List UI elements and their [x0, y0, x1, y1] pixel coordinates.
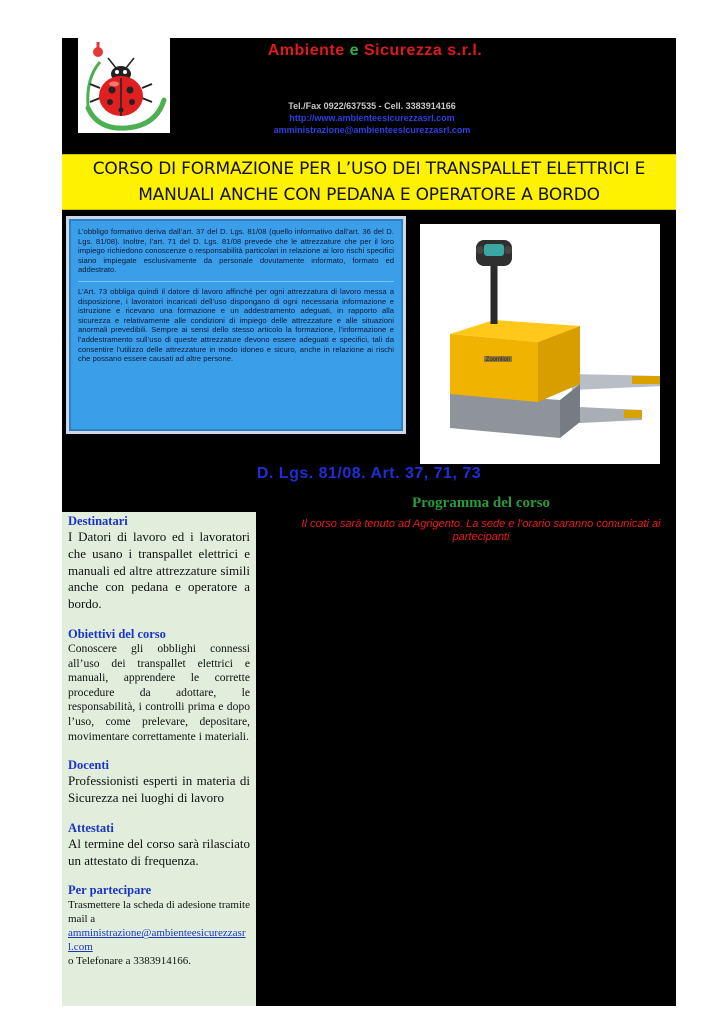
law-reference: D. Lgs. 81/08. Art. 37, 71, 73	[256, 465, 482, 482]
phone-numbers: Tel./Fax 0922/637535 - Cell. 3383914166	[288, 101, 456, 111]
program-title: Programma del corso	[411, 495, 551, 511]
docenti-heading: Docenti	[68, 758, 109, 773]
company-name	[180, 42, 570, 60]
course-title	[93, 156, 645, 208]
company-name-conjunction: e	[349, 42, 359, 59]
partecipare-email-link[interactable]: amministrazione@ambienteesicurezzasrl.com	[68, 927, 246, 954]
legal-info-box	[66, 216, 406, 434]
partecipare-heading: Per partecipare	[68, 883, 152, 898]
pallet-truck-image	[420, 224, 660, 464]
obiettivi-text: Conoscere gli obblighi connessi all’uso dei transpallet elettrici e manuali, apprendere le corrette procedure da adottare, le responsabilità, i controlli prima e dopo l’uso, come prelevare, depositare, movimentare correttamente i materiali.	[68, 641, 250, 743]
course-title-line2: MANUALI ANCHE CON PEDANA E OPERATORE A BORDO	[138, 185, 600, 205]
docenti-text: Professionisti esperti in materia di Sicurezza nei luoghi di lavoro	[68, 773, 250, 805]
obiettivi-heading: Obiettivi del corso	[68, 626, 166, 641]
attestati-text: Al termine del corso sarà rilasciato un attestato di frequenza.	[68, 835, 250, 868]
info-divider	[78, 281, 394, 282]
company-name-part2: Sicurezza	[363, 42, 443, 59]
contact-info	[222, 100, 522, 136]
company-name-part1: Ambiente	[267, 42, 345, 59]
ladybug-logo	[78, 38, 170, 133]
attestati-heading: Attestati	[68, 820, 114, 835]
website-link[interactable]: http://www.ambienteesicurezzasrl.com	[289, 113, 455, 123]
destinatari-text: I Datori di lavoro ed i lavoratori che usano i transpallet elettrici e manuali ed altre attrezzature simili anche con pedana e operatore a bordo.	[68, 529, 250, 612]
partecipare-instructions: Trasmettere la scheda di adesione tramite mail a	[68, 899, 250, 926]
legal-info-paragraph-2: L’Art. 73 obbliga quindi il datore di lavoro affinché per ogni attrezzatura di lavoro messa a disposizione, i lavoratori incaricati dell’uso dispongano di ogni necessaria informazione e istruzione e ricevano una formazione e un addestramento adeguati, in rapporto alla sicurezza e relativamente alle condizioni di impiego delle attrezzature e alle situazioni anormali prevedibili. Sempre ai sensi dello stesso articolo la formazione, l’informazione e l’addestramento sull’uso di queste attrezzature devono essere adeguati e specifici, tali da consentire l’utilizzo delle attrezzature in modo idoneo e sicuro, anche in relazione ai rischi che possano essere causati ad altre persone.	[78, 286, 394, 364]
ladybug-icon	[78, 38, 170, 133]
flyer-page	[62, 38, 676, 1006]
destinatari-heading: Destinatari	[68, 514, 128, 528]
legal-info-paragraph-1: L’obbligo formativo deriva dall’art. 37 del D. Lgs. 81/08 (quello informativo dall’art. 36 del D. Lgs. 81/08). Inoltre, l’art. 71 del D. Lgs. 81/08 prevede che le attrezzature che per il loro impiego richiedono conoscenze o responsabilità particolari in relazione ai loro rischi specifici siano impiegate esclusivamente da personale dovutamente informato, formato ed addestrato.	[78, 227, 394, 275]
email-link[interactable]: amministrazione@ambienteesicurezzasrl.com	[273, 125, 471, 135]
product-brand-label: Zoomlion	[485, 357, 511, 363]
course-title-banner	[62, 154, 676, 210]
course-details-sidebar	[62, 512, 256, 1006]
pallet-truck-icon	[420, 224, 660, 464]
course-title-line1: CORSO DI FORMAZIONE PER L’USO DEI TRANSPALLET ELETTRICI E	[92, 159, 646, 179]
location-note: Il corso sarà tenuto ad Agrigento. La sede e l’orario saranno comunicati ai partecipanti	[301, 518, 661, 543]
partecipare-phone: o Telefonare a 3383914166.	[68, 955, 192, 968]
company-name-suffix: s.r.l.	[447, 42, 483, 59]
